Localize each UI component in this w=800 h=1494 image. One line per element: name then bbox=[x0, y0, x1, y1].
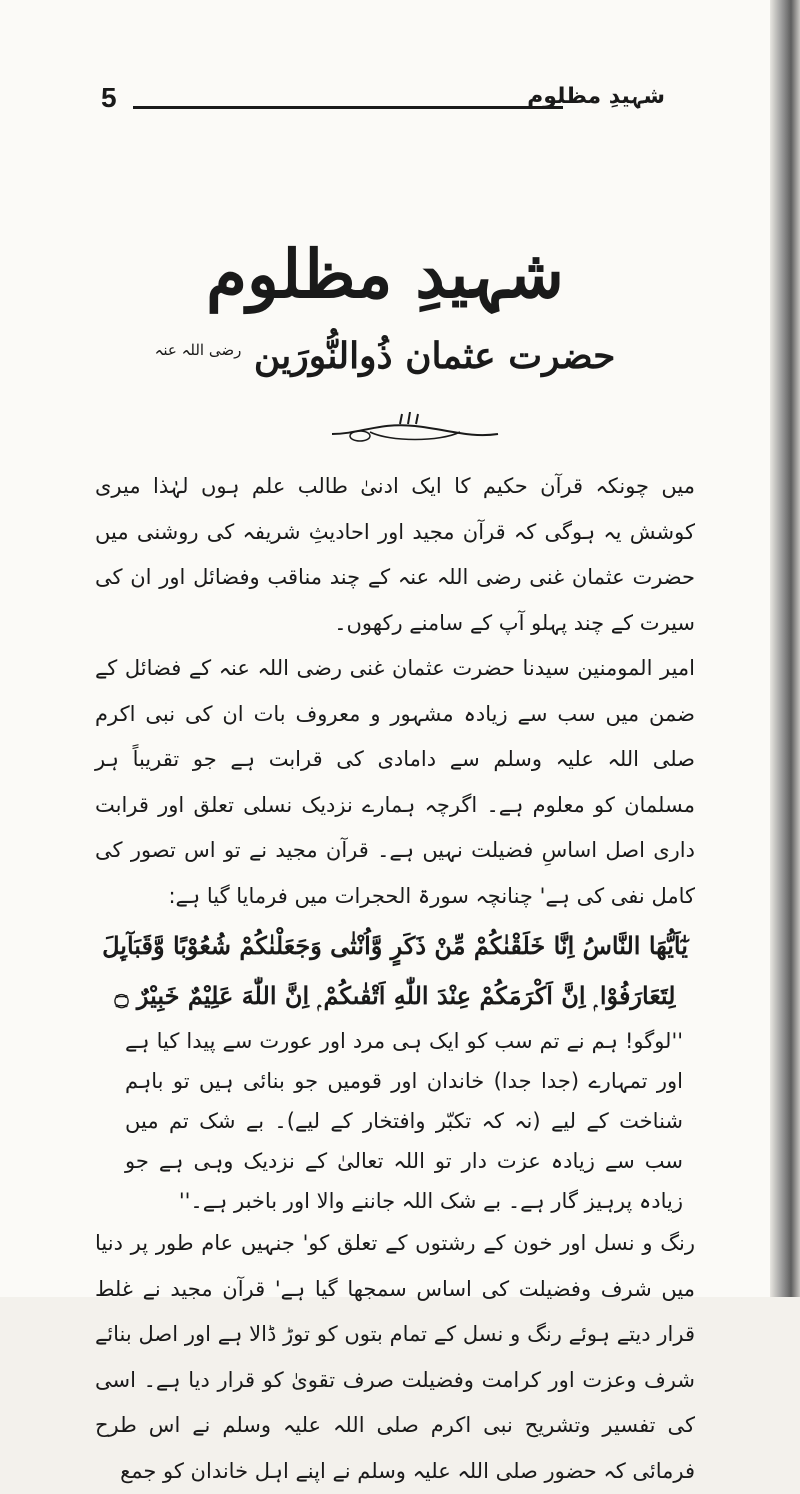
paragraph-1: میں چونکہ قرآن حکیم کا ایک ادنیٰ طالب علم ہوں لہٰذا میری کوشش یہ ہوگی کہ قرآن مجید اور احادیثِ شریفہ کی روشنی میں حضرت عثمان غنی رضی اللہ عنہ کے چند مناقب وفضائل اور ان کی سیرت کے چند پہلو آپ کے سامنے رکھوں۔ bbox=[95, 474, 695, 635]
chapter-title: شہیدِ مظلوم bbox=[206, 235, 564, 313]
page-header bbox=[95, 82, 665, 118]
honorific-text: رضی اللہ عنہ bbox=[154, 341, 242, 359]
paragraph-2: امیر المومنین سیدنا حضرت عثمان غنی رضی اللہ عنہ کے فضائل کے ضمن میں سب سے زیادہ مشہور و معروف بات ان کی نبی اکرم صلی اللہ علیہ وسلم سے دامادی کی قرابت ہے جو تقریباً ہر مسلمان کو معلوم ہے۔ اگرچہ ہمارے نزدیک نسلی تعلق اور قرابت داری اصل اساسِ فضیلت نہیں ہے۔ قرآن مجید نے تو اس تصور کی کامل نفی کی ہے' چنانچہ سورۃ الحجرات میں فرمایا گیا ہے: bbox=[95, 656, 695, 908]
header-rule bbox=[133, 106, 563, 109]
decorative-ornament bbox=[330, 412, 500, 452]
running-title: شہیدِ مظلوم bbox=[527, 84, 665, 109]
paragraph-3: رنگ و نسل اور خون کے رشتوں کے تعلق کو' جنہیں عام طور پر دنیا میں شرف وفضیلت کی اساس سمجھا گیا ہے' قرآن مجید نے غلط قرار دیتے ہوئے رنگ و نسل کے تمام بتوں کو توڑ ڈالا ہے اور اصل بنائے شرف وعزت اور کرامت وفضیلت صرف تقویٰ کو قرار دیا ہے۔ اسی کی تفسیر وتشریح نبی اکرم صلی اللہ علیہ وسلم نے اس طرح فرمائی کہ حضور صلی اللہ علیہ وسلم نے اپنے اہل خاندان کو جمع bbox=[95, 1231, 695, 1483]
body-text bbox=[95, 464, 695, 1494]
book-spine-shadow bbox=[770, 0, 800, 1297]
verse-translation: ''لوگو! ہم نے تم سب کو ایک ہی مرد اور عورت سے پیدا کیا ہے اور تمہارے (جدا جدا) خاندان اور قومیں جو بنائی ہیں تو باہم شناخت کے لیے (نہ کہ تکبّر وافتخار کے لیے)۔ بے شک تم میں سب سے زیادہ عزت دار تو اللہ تعالیٰ کے نزدیک وہی ہے جو زیادہ پرہیز گار ہے۔ بے شک اللہ جاننے والا اور باخبر ہے۔'' bbox=[125, 1029, 683, 1213]
page-number: 5 bbox=[101, 82, 117, 113]
subtitle-text: حضرت عثمان ذُوالنُّورَین bbox=[253, 335, 616, 377]
quran-verse-line-1: يٰٓاَيُّهَا النَّاسُ اِنَّا خَلَقْنٰكُمْ مِّنْ ذَكَرٍ وَّاُنْثٰى وَجَعَلْنٰكُمْ شُعُوْبًا وَّقَبَآىِٕلَ bbox=[102, 931, 688, 960]
quran-verse-line-2: لِتَعَارَفُوْا ۭ اِنَّ اَكْرَمَكُمْ عِنْدَ اللّٰهِ اَتْقٰىكُمْ ۭ اِنَّ اللّٰهَ عَلِيْمٌ خَبِيْرٌ ۝ bbox=[114, 981, 676, 1010]
chapter-subtitle bbox=[0, 335, 770, 377]
